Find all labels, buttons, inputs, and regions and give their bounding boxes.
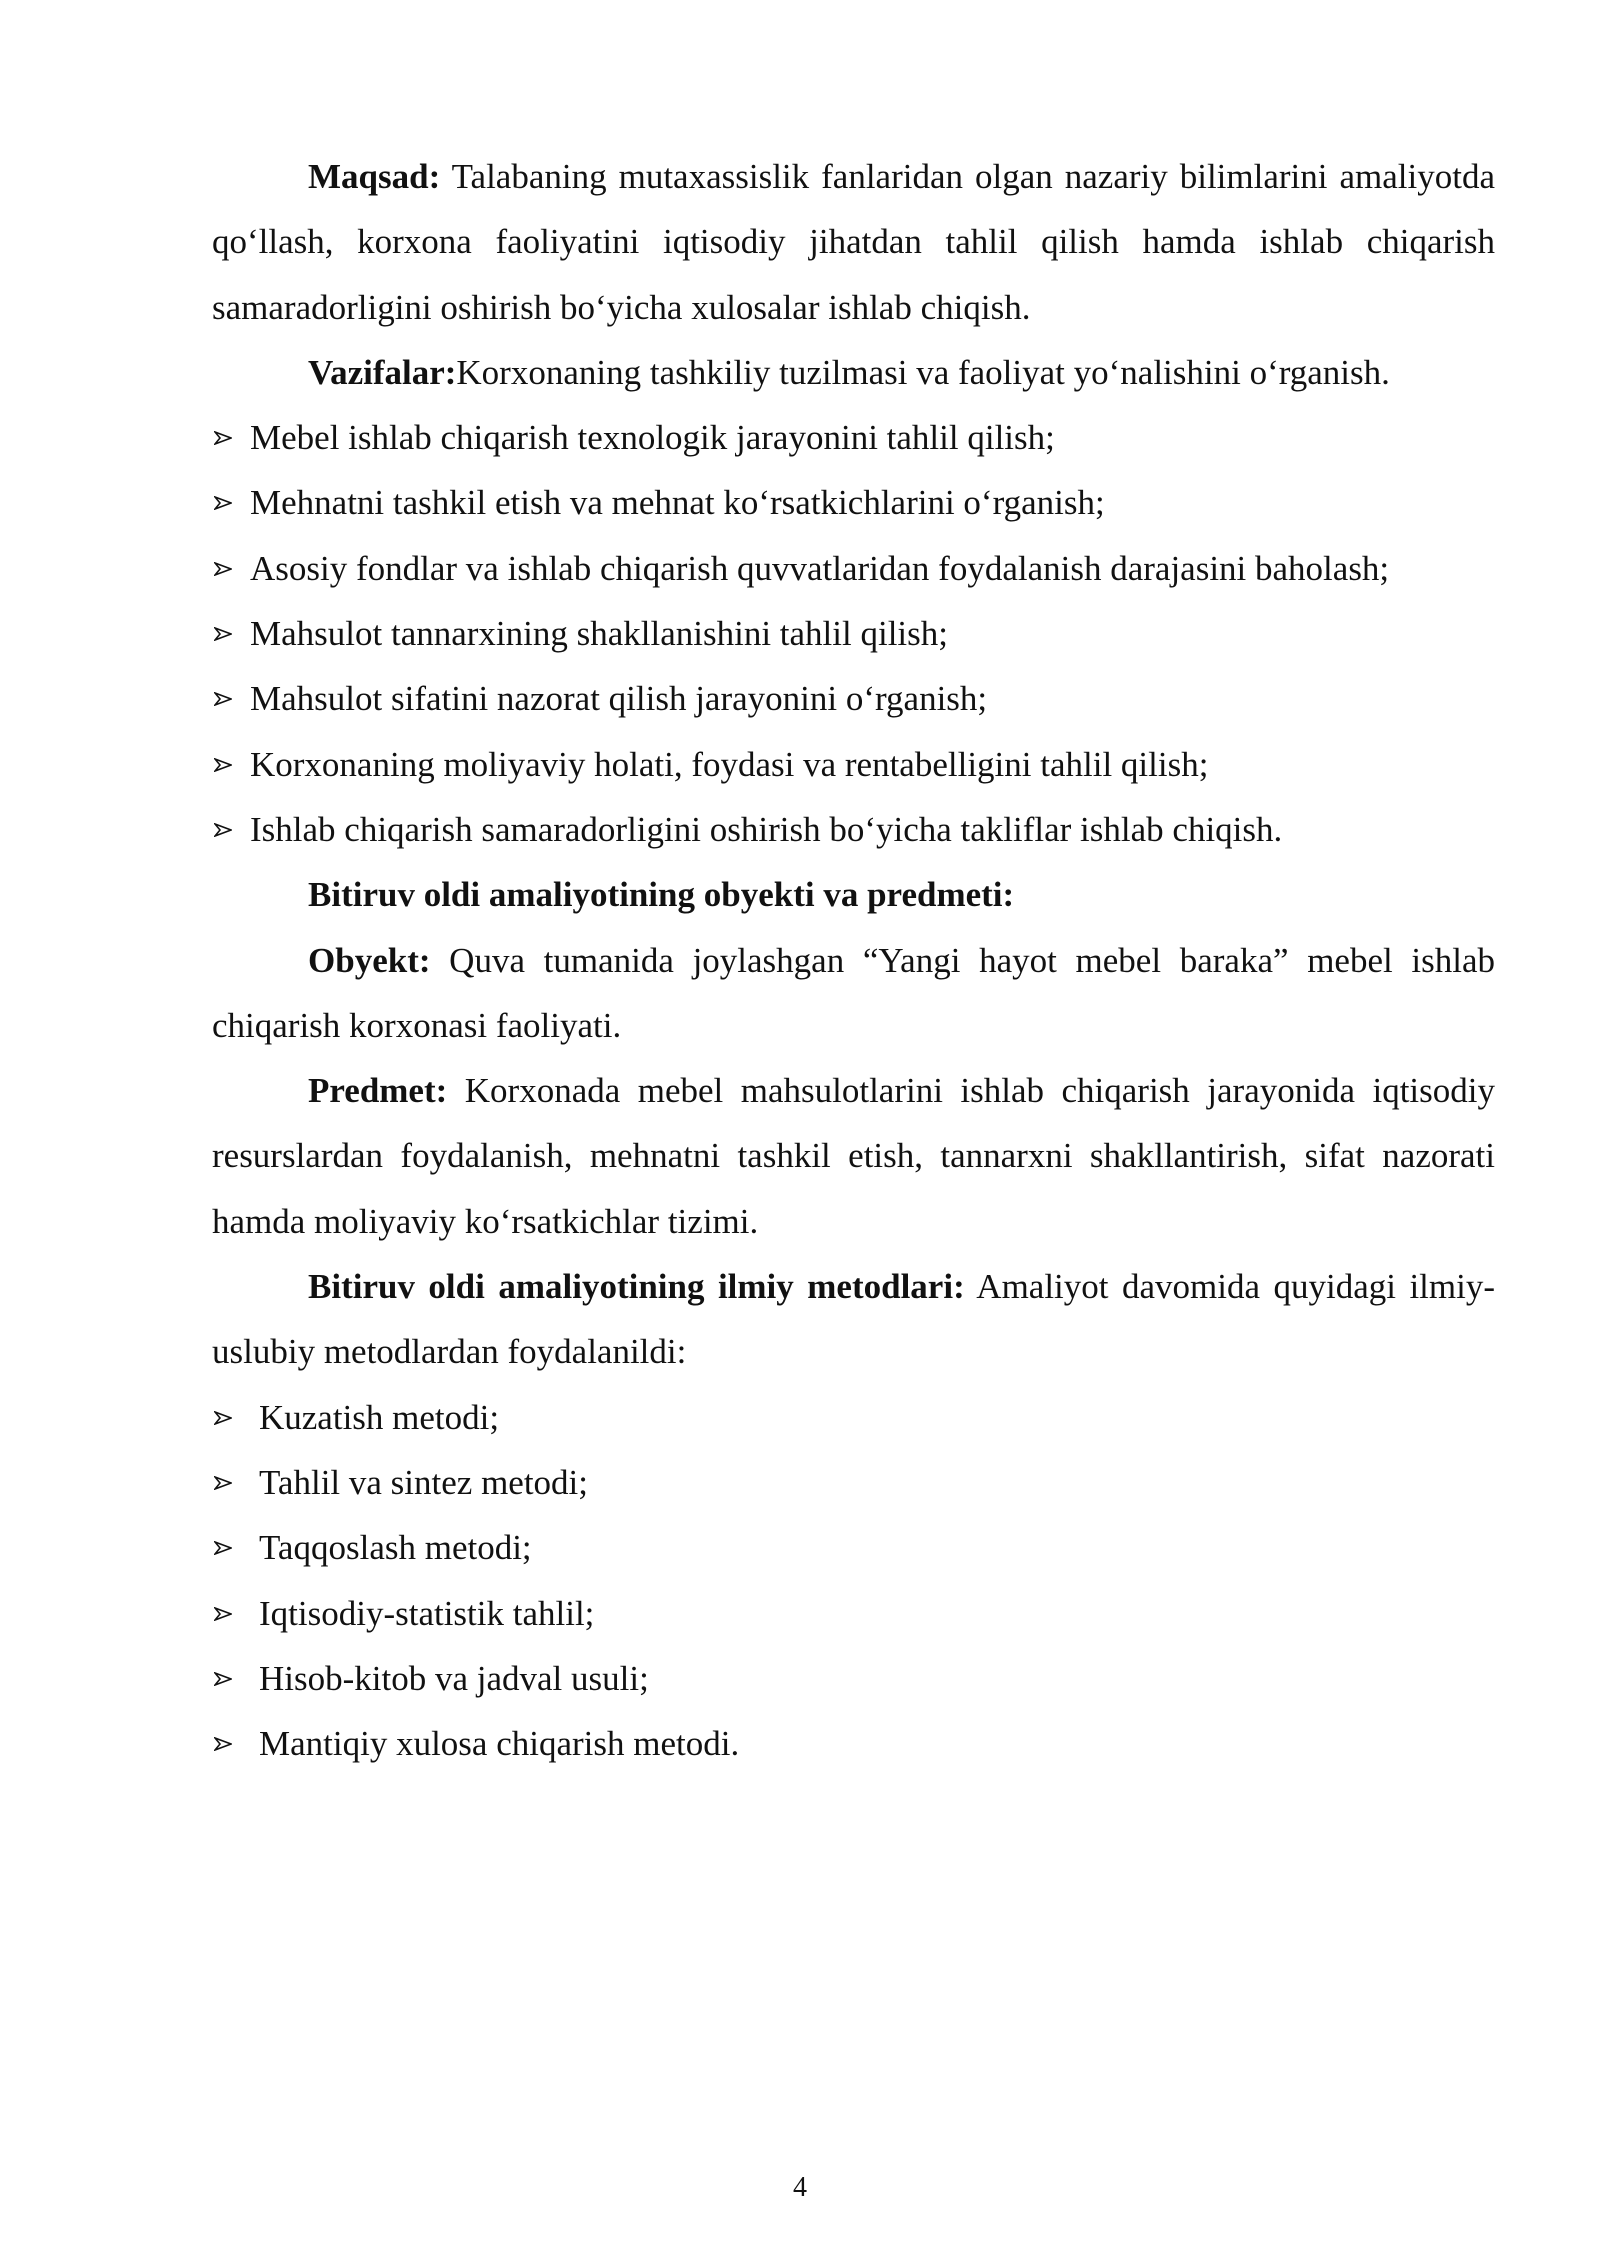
list-item-text: Kuzatish metodi; [259, 1397, 500, 1437]
metodlar-text: Amaliyot davomida quyidagi ilmiy-uslubiy metodlardan foydalanildi: [212, 1267, 1496, 1372]
predmet-paragraph [212, 1058, 1495, 1254]
list-item-text: Asosiy fondlar va ishlab chiqarish quvvatlaridan foydalanish darajasini baholash; [250, 548, 1390, 588]
vazifalar-label: Vazifalar: [308, 352, 457, 392]
list-item-text: Hisob-kitob va jadval usuli; [259, 1658, 649, 1698]
maqsad-paragraph [212, 144, 1495, 340]
list-item-text: Mahsulot tannarxining shakllanishini tahlil qilish; [250, 614, 949, 654]
list-item-text: Taqqoslash metodi; [259, 1528, 532, 1568]
list-item [212, 797, 1495, 862]
list-item [212, 732, 1495, 797]
metodlar-list [212, 1385, 1495, 1777]
list-item [212, 1646, 1495, 1711]
vazifalar-text: Korxonaning tashkiliy tuzilmasi va faoliyat yo‘nalishini o‘rganish. [456, 352, 1390, 392]
list-item-text: Ishlab chiqarish samaradorligini oshirish bo‘yicha takliflar ishlab chiqish. [250, 809, 1283, 849]
list-item [212, 470, 1495, 535]
list-item [212, 1515, 1495, 1580]
list-item-text: Mehnatni tashkil etish va mehnat ko‘rsatkichlarini o‘rganish; [250, 483, 1105, 523]
arrowhead-bullet-icon [214, 823, 232, 837]
predmet-text: Korxonada mebel mahsulotlarini ishlab chiqarish jarayonida iqtisodiy resurslardan foydalanish, mehnatni tashkil etish, tannarxni shakllantirish, sifat nazorati hamda moliyaviy ko‘rsatkichlar tizimi. [212, 1071, 1495, 1241]
list-item-text: Mebel ishlab chiqarish texnologik jarayonini tahlil qilish; [250, 418, 1055, 458]
list-item-text: Mahsulot sifatini nazorat qilish jarayonini o‘rganish; [250, 679, 988, 719]
page-content [212, 144, 1495, 1776]
arrowhead-bullet-icon [214, 496, 232, 510]
obyekt-heading [212, 862, 1495, 927]
list-item [212, 666, 1495, 731]
list-item-text: Iqtisodiy-statistik tahlil; [259, 1593, 595, 1633]
list-item-text: Korxonaning moliyaviy holati, foydasi va rentabelligini tahlil qilish; [250, 744, 1209, 784]
metodlar-label: Bitiruv oldi amaliyotining ilmiy metodlari: [308, 1267, 965, 1307]
metodlar-paragraph [212, 1254, 1495, 1385]
obyekt-paragraph [212, 928, 1495, 1059]
obyekt-text: Quva tumanida joylashgan “Yangi hayot mebel baraka” mebel ishlab chiqarish korxonasi faoliyati. [212, 940, 1495, 1045]
list-item-text: Tahlil va sintez metodi; [259, 1462, 588, 1502]
list-item [212, 1581, 1495, 1646]
list-item [212, 601, 1495, 666]
list-item [212, 536, 1495, 601]
maqsad-text: Talabaning mutaxassislik fanlaridan olgan nazariy bilimlarini amaliyotda qo‘llash, korxona faoliyatini iqtisodiy jihatdan tahlil qilish hamda ishlab chiqarish samaradorligini oshirish bo‘yicha xulosalar ishlab chiqish. [212, 157, 1495, 327]
arrowhead-bullet-icon [214, 1672, 232, 1686]
arrowhead-bullet-icon [214, 1607, 232, 1621]
arrowhead-bullet-icon [214, 431, 232, 445]
vazifalar-list [212, 405, 1495, 862]
obyekt-heading-text: Bitiruv oldi amaliyotining obyekti va predmeti: [308, 875, 1015, 915]
arrowhead-bullet-icon [214, 1541, 232, 1555]
arrowhead-bullet-icon [214, 1737, 232, 1751]
arrowhead-bullet-icon [214, 562, 232, 576]
arrowhead-bullet-icon [214, 692, 232, 706]
obyekt-label: Obyekt: [308, 940, 431, 980]
arrowhead-bullet-icon [214, 1411, 232, 1425]
vazifalar-paragraph [212, 340, 1495, 405]
list-item [212, 1385, 1495, 1450]
arrowhead-bullet-icon [214, 627, 232, 641]
arrowhead-bullet-icon [214, 758, 232, 772]
list-item [212, 405, 1495, 470]
list-item [212, 1711, 1495, 1776]
list-item [212, 1450, 1495, 1515]
predmet-label: Predmet: [308, 1071, 448, 1111]
maqsad-label: Maqsad: [308, 157, 441, 196]
list-item-text: Mantiqiy xulosa chiqarish metodi. [259, 1724, 740, 1764]
arrowhead-bullet-icon [214, 1476, 232, 1490]
page-number: 4 [793, 2172, 807, 2203]
